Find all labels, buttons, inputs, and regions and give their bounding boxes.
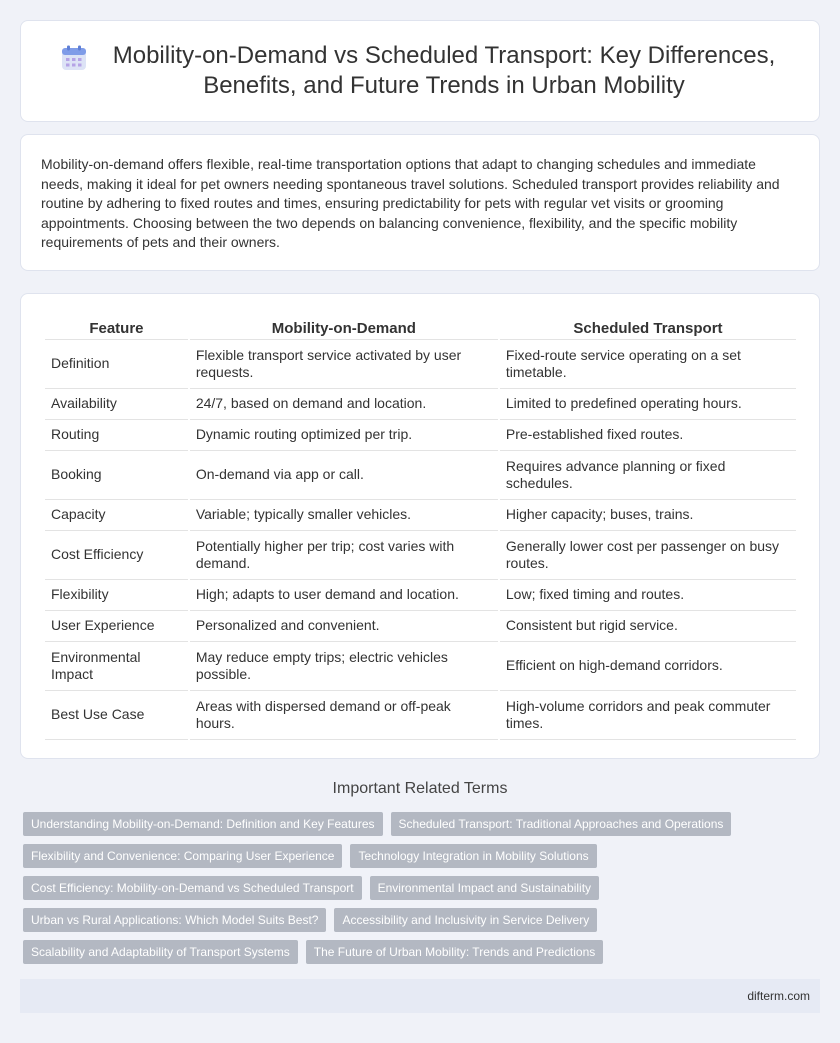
table-row xyxy=(45,531,796,580)
tag-row xyxy=(23,908,823,932)
table-row xyxy=(45,340,796,389)
feature-cell: Availability xyxy=(45,389,188,420)
mod-cell: Areas with dispersed demand or off-peak hours. xyxy=(190,691,498,740)
scheduled-cell: Consistent but rigid service. xyxy=(500,611,796,642)
mod-cell: Variable; typically smaller vehicles. xyxy=(190,500,498,531)
table-header: Feature xyxy=(45,314,188,340)
mod-cell: Dynamic routing optimized per trip. xyxy=(190,420,498,451)
table-row xyxy=(45,389,796,420)
related-term-tag[interactable]: Technology Integration in Mobility Solutions xyxy=(350,844,596,868)
related-term-tag[interactable]: Flexibility and Convenience: Comparing User Experience xyxy=(23,844,342,868)
scheduled-cell: Fixed-route service operating on a set timetable. xyxy=(500,340,796,389)
feature-cell: Best Use Case xyxy=(45,691,188,740)
mod-cell: May reduce empty trips; electric vehicles possible. xyxy=(190,642,498,691)
table-row xyxy=(45,691,796,740)
related-term-tag[interactable]: Environmental Impact and Sustainability xyxy=(370,876,599,900)
scheduled-cell: Higher capacity; buses, trains. xyxy=(500,500,796,531)
table-row xyxy=(45,451,796,500)
scheduled-cell: Pre-established fixed routes. xyxy=(500,420,796,451)
intro-paragraph: Mobility-on-demand offers flexible, real-time transportation options that adapt to changing schedules and immediate needs, making it ideal for pet owners needing spontaneous travel solutions. Scheduled transport provides reliability and routine by adhering to fixed routes and times, ensuring predictability for pets with regular vet visits or grooming appointments. Choosing between the two depends on balancing convenience, flexibility, and the specific mobility requirements of pets and their owners. xyxy=(41,156,780,250)
scheduled-cell: Limited to predefined operating hours. xyxy=(500,389,796,420)
mod-cell: Flexible transport service activated by user requests. xyxy=(190,340,498,389)
table-row xyxy=(45,500,796,531)
tag-row xyxy=(23,844,823,868)
feature-cell: User Experience xyxy=(45,611,188,642)
comparison-table xyxy=(43,314,798,740)
mod-cell: 24/7, based on demand and location. xyxy=(190,389,498,420)
related-term-tag[interactable]: Scheduled Transport: Traditional Approaches and Operations xyxy=(391,812,732,836)
table-row xyxy=(45,611,796,642)
feature-cell: Definition xyxy=(45,340,188,389)
feature-cell: Routing xyxy=(45,420,188,451)
table-header-row xyxy=(45,314,796,340)
tag-row xyxy=(23,876,823,900)
related-term-tag[interactable]: Accessibility and Inclusivity in Service Delivery xyxy=(334,908,597,932)
mod-cell: Personalized and convenient. xyxy=(190,611,498,642)
feature-cell: Flexibility xyxy=(45,580,188,611)
scheduled-cell: Requires advance planning or fixed schedules. xyxy=(500,451,796,500)
tag-row xyxy=(23,812,823,836)
related-terms-list xyxy=(23,812,823,972)
table-row xyxy=(45,420,796,451)
related-term-tag[interactable]: Cost Efficiency: Mobility-on-Demand vs Scheduled Transport xyxy=(23,876,362,900)
related-term-tag[interactable]: The Future of Urban Mobility: Trends and Predictions xyxy=(306,940,603,964)
header-card xyxy=(20,20,820,122)
related-term-tag[interactable]: Scalability and Adaptability of Transport Systems xyxy=(23,940,298,964)
footer xyxy=(20,979,820,1013)
table-header: Scheduled Transport xyxy=(500,314,796,340)
calendar-icon xyxy=(61,45,87,71)
scheduled-cell: Low; fixed timing and routes. xyxy=(500,580,796,611)
table-header: Mobility-on-Demand xyxy=(190,314,498,340)
feature-cell: Cost Efficiency xyxy=(45,531,188,580)
scheduled-cell: High-volume corridors and peak commuter times. xyxy=(500,691,796,740)
scheduled-cell: Generally lower cost per passenger on busy routes. xyxy=(500,531,796,580)
related-terms-title: Important Related Terms xyxy=(332,780,508,797)
mod-cell: On-demand via app or call. xyxy=(190,451,498,500)
feature-cell: Booking xyxy=(45,451,188,500)
scheduled-cell: Efficient on high-demand corridors. xyxy=(500,642,796,691)
intro-card xyxy=(20,134,820,271)
mod-cell: Potentially higher per trip; cost varies with demand. xyxy=(190,531,498,580)
tag-row xyxy=(23,940,823,964)
feature-cell: Capacity xyxy=(45,500,188,531)
related-term-tag[interactable]: Urban vs Rural Applications: Which Model Suits Best? xyxy=(23,908,326,932)
feature-cell: Environmental Impact xyxy=(45,642,188,691)
mod-cell: High; adapts to user demand and location. xyxy=(190,580,498,611)
related-term-tag[interactable]: Understanding Mobility-on-Demand: Definition and Key Features xyxy=(23,812,383,836)
site-link[interactable]: difterm.com xyxy=(747,989,810,1003)
comparison-table-card xyxy=(20,293,820,759)
table-row xyxy=(45,642,796,691)
table-row xyxy=(45,580,796,611)
page-title: Mobility-on-Demand vs Scheduled Transport: Key Differences, Benefits, and Future Trends in Urban Mobility xyxy=(112,42,776,99)
